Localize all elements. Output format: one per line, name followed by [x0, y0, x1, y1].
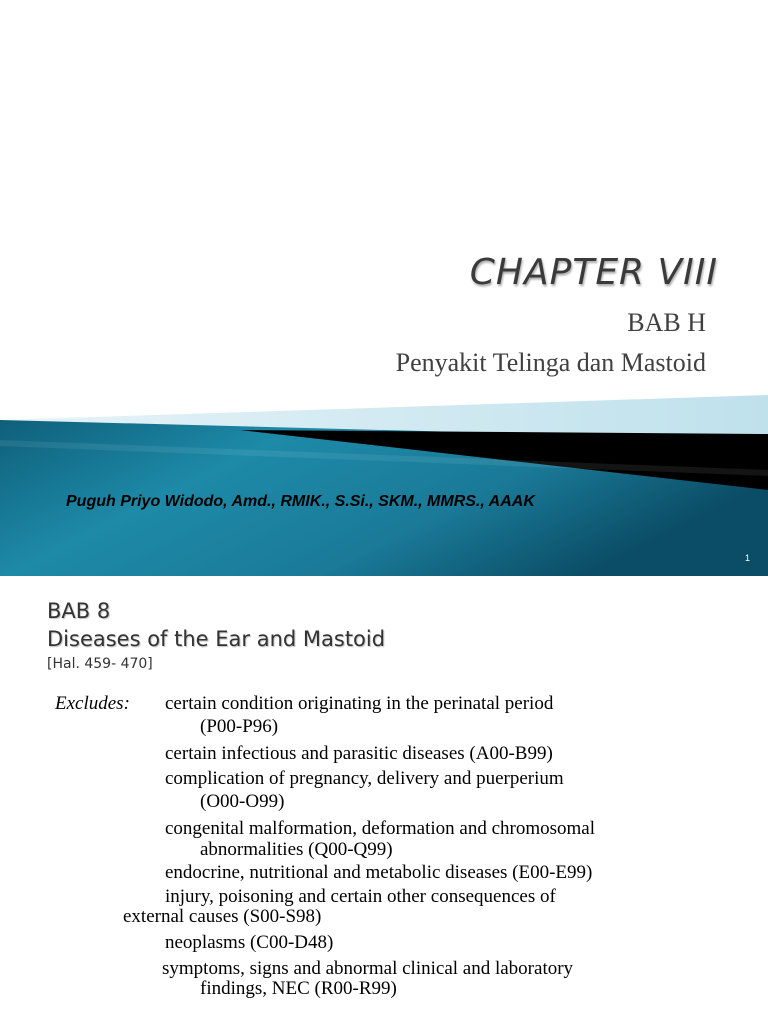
- exclude-line: symptoms, signs and abnormal clinical and laboratory: [162, 958, 574, 979]
- exclude-line: abnormalities (Q00-Q99): [200, 839, 393, 860]
- exclude-line: external causes (S00-S98): [123, 906, 322, 927]
- topic-subtitle: Penyakit Telinga dan Mastoid: [395, 348, 706, 377]
- exclude-line: findings, NEC (R00-R99): [200, 978, 397, 999]
- content-slide: [0, 576, 768, 1024]
- chapter-subheading: Diseases of the Ear and Mastoid: [47, 627, 386, 651]
- page-range: [Hal. 459- 470]: [47, 656, 153, 672]
- author-name: Puguh Priyo Widodo, Amd., RMIK., S.Si., SKM., MMRS., AAAK: [66, 493, 535, 510]
- excludes-label: Excludes:: [55, 693, 130, 714]
- exclude-line: congenital malformation, deformation and chromosomal: [165, 818, 596, 839]
- exclude-line: endocrine, nutritional and metabolic diseases (E00-E99): [165, 862, 593, 883]
- bab-subtitle: BAB H: [627, 308, 706, 337]
- exclude-line: certain condition originating in the perinatal period: [165, 693, 554, 714]
- exclude-line: (P00-P96): [200, 716, 279, 737]
- page-number: 1: [744, 553, 750, 563]
- exclude-line: complication of pregnancy, delivery and puerperium: [165, 768, 564, 789]
- chapter-heading: BAB 8: [47, 599, 111, 623]
- exclude-line: (O00-O99): [200, 791, 285, 812]
- exclude-line: injury, poisoning and certain other consequences of: [165, 886, 556, 907]
- exclude-line: neoplasms (C00-D48): [165, 932, 334, 953]
- chapter-title: CHAPTER VIII: [469, 252, 718, 293]
- exclude-line: certain infectious and parasitic diseases (A00-B99): [165, 743, 553, 764]
